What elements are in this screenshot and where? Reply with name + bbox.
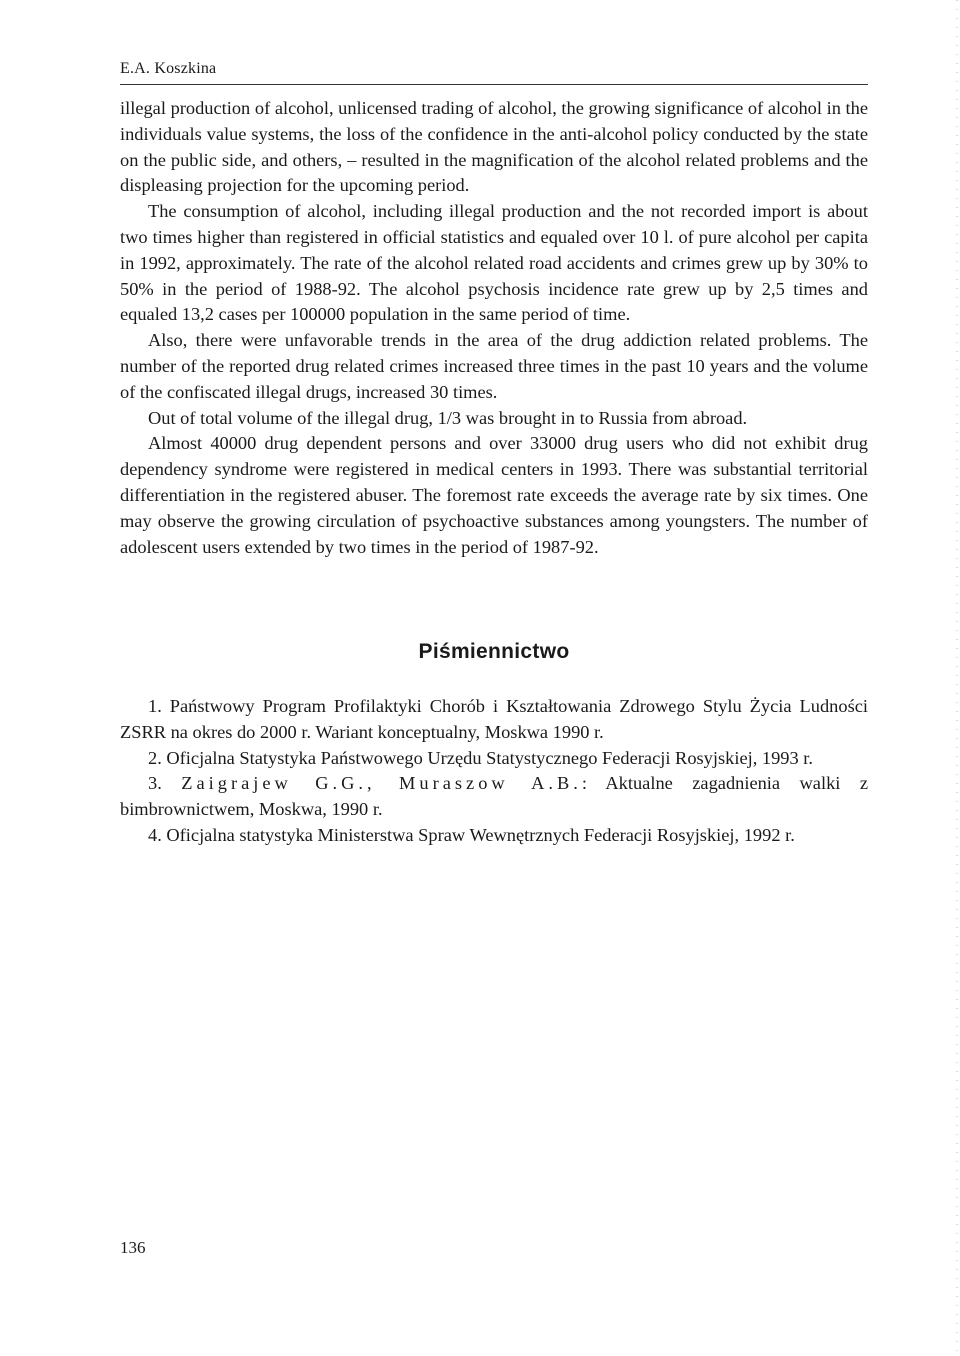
reference-item-3-number: 3. (148, 773, 182, 794)
running-head: E.A. Koszkina (120, 60, 217, 77)
body-text (120, 96, 868, 560)
references-list (120, 694, 868, 849)
references-heading: Piśmiennictwo (418, 640, 570, 663)
paragraph-1: illegal production of alcohol, unlicensed trading of alcohol, the growing significance of alcohol in the individuals value systems, the loss of the confidence in the anti-alcohol policy conducted by the state on the public side, and others, – resulted in the magnification of the alcohol related problems and the displeasing projection for the upcoming period. (120, 98, 868, 196)
paragraph-4: Out of total volume of the illegal drug, 1/3 was brought in to Russia from abroad. (148, 407, 748, 428)
reference-item-4: 4. Oficjalna statystyka Ministerstwa Spraw Wewnętrznych Federacji Rosyjskiej, 1992 r. (148, 824, 795, 845)
scan-edge-dots (956, 0, 958, 1356)
reference-item-3 (120, 771, 868, 823)
reference-item-3-title: : Aktualne zagadnienia walki z bimbrownictwem, Moskwa, 1990 r. (120, 773, 868, 820)
paragraph-5: Almost 40000 drug dependent persons and over 33000 drug users who did not exhibit drug dependency syndrome were registered in medical centers in 1993. There was substantial territorial differentiation in the registered abuser. The foremost rate exceeds the average rate by six times. One may observe the growing circulation of psychoactive substances among youngsters. The number of adolescent users extended by two times in the period of 1987-92. (120, 433, 868, 557)
header-rule (120, 84, 868, 85)
paragraph-2: The consumption of alcohol, including illegal production and the not recorded import is about two times higher than registered in official statistics and equaled over 10 l. of pure alcohol per capita in 1992, approximately. The rate of the alcohol related road accidents and crimes grew up by 30% to 50% in the period of 1988-92. The alcohol psychosis incidence rate grew up by 2,5 times and equaled 13,2 cases per 100000 population in the same period of time. (120, 201, 868, 325)
page-number: 136 (120, 1238, 146, 1257)
paragraph-3: Also, there were unfavorable trends in the area of the drug addiction related problems. The number of the reported drug related crimes increased three times in the past 10 years and the volume of the confiscated illegal drugs, increased 30 times. (120, 330, 868, 402)
reference-item-2: 2. Oficjalna Statystyka Państwowego Urzędu Statystycznego Federacji Rosyjskiej, 1993 r. (148, 747, 813, 768)
reference-item-3-authors: Zaigrajew G.G., Muraszow A.B. (181, 773, 582, 794)
reference-item-1: 1. Państwowy Program Profilaktyki Chorób i Kształtowania Zdrowego Stylu Życia Ludności ZSRR na okres do 2000 r. Wariant konceptualny, Moskwa 1990 r. (120, 696, 868, 742)
